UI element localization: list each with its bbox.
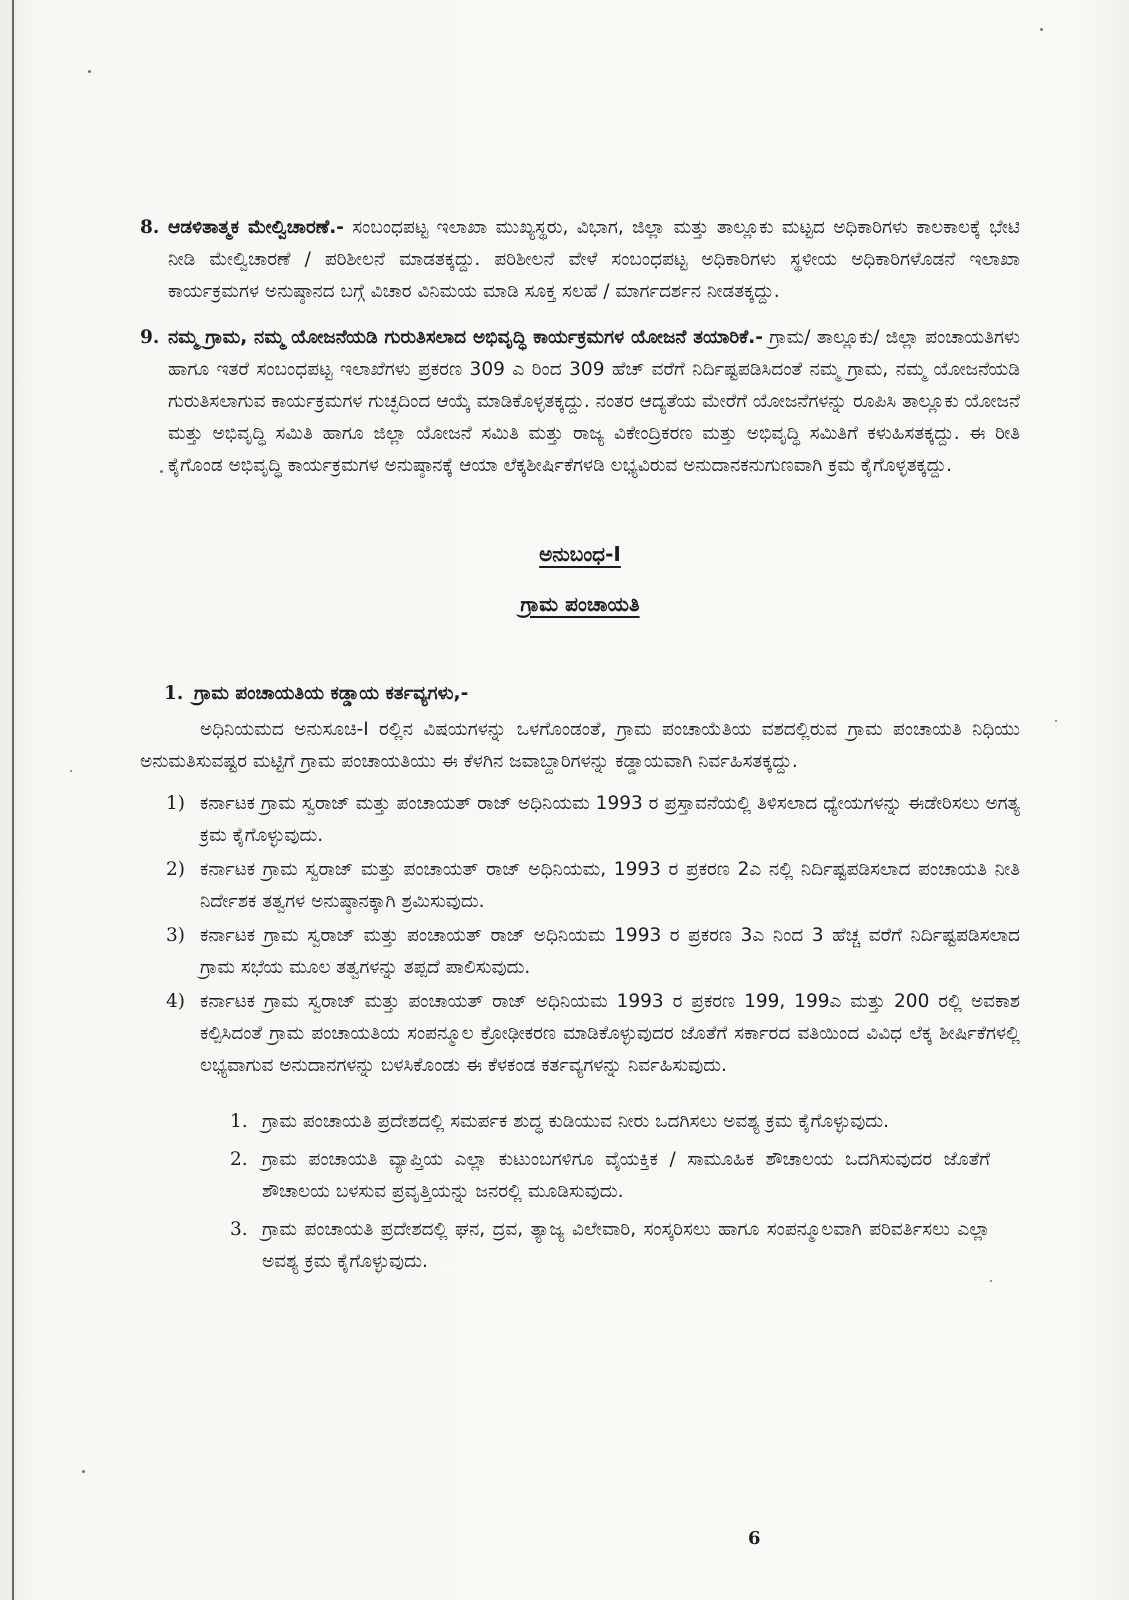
list-item-text: ಕರ್ನಾಟಕ ಗ್ರಾಮ ಸ್ವರಾಜ್ ಮತ್ತು ಪಂಚಾಯತ್ ರಾಜ್ ಅಧಿನಿಯಮ 1993 ರ ಪ್ರಕರಣ 3ಎ ನಿಂದ 3 ಹೆಚ್ಚ ವರೆಗೆ ನಿರ್ದಿಷ್ಟಪಡಿಸಲಾದ ಗ್ರಾಮ ಸಭೆಯ ಮೂಲ ತತ್ವಗಳನ್ನು ತಪ್ಪದೆ ಪಾಲಿಸುವುದು. <box>200 925 1020 978</box>
sublist-item-number: 2. <box>230 1149 248 1170</box>
list-item-number: 1) <box>166 793 185 814</box>
list-item-number: 3) <box>166 925 185 946</box>
sublist-item-number: 3. <box>230 1219 248 1240</box>
duties-heading <box>164 678 1020 710</box>
sublist-item-text: ಗ್ರಾಮ ಪಂಚಾಯತಿ ವ್ಯಾಪ್ತಿಯ ಎಲ್ಲಾ ಕುಟುಂಬಗಳಿಗೂ ವೈಯಕ್ತಿಕ / ಸಾಮೂಹಿಕ ಶೌಚಾಲಯ ಒದಗಿಸುವುದರ ಜೊತೆಗೆ ಶೌಚಾಲಯ ಬಳಸುವ ಪ್ರವೃತ್ತಿಯನ್ನು ಜನರಲ್ಲಿ ಮೂಡಿಸುವುದು. <box>262 1149 990 1202</box>
list-item-number: 4) <box>166 991 185 1012</box>
section-body: ಸಂಬಂಧಪಟ್ಟ ಇಲಾಖಾ ಮುಖ್ಯಸ್ಥರು, ವಿಭಾಗ, ಜಿಲ್ಲಾ ಮತ್ತು ತಾಲ್ಲೂಕು ಮಟ್ಟದ ಅಧಿಕಾರಿಗಳು ಕಾಲಕಾಲಕ್ಕೆ ಭೇಟಿ ನೀಡಿ ಮೇಲ್ವಿಚಾರಣೆ / ಪರಿಶೀಲನೆ ಮಾಡತಕ್ಕದ್ದು. ಪರಿಶೀಲನೆ ವೇಳೆ ಸಂಬಂಧಪಟ್ಟ ಅಧಿಕಾರಿಗಳು ಸ್ಥಳೀಯ ಅಧಿಕಾರಿಗಳೊಡನೆ ಇಲಾಖಾ ಕಾರ್ಯಕ್ರಮಗಳ ಅನುಷ್ಠಾನದ ಬಗ್ಗೆ ವಿಚಾರ ವಿನಿಮಯ ಮಾಡಿ ಸೂಕ್ತ ಸಲಹೆ / ಮಾರ್ಗದರ್ಶನ ನೀಡತಕ್ಕದ್ದು. <box>168 217 1020 302</box>
section-text <box>168 322 1020 482</box>
section-body: ಗ್ರಾಮ/ ತಾಲ್ಲೂಕು/ ಜಿಲ್ಲಾ ಪಂಚಾಯತಿಗಳು ಹಾಗೂ ಇತರೆ ಸಂಬಂಧಪಟ್ಟ ಇಲಾಖೆಗಳು ಪ್ರಕರಣ 309 ಎ ರಿಂದ 309 ಹೆಚ್ ವರೆಗೆ ನಿರ್ದಿಷ್ಟಪಡಿಸಿದಂತೆ ನಮ್ಮ ಗ್ರಾಮ, ನಮ್ಮ ಯೋಜನೆಯಡಿ ಗುರುತಿಸಲಾಗುವ ಕಾರ್ಯಕ್ರಮಗಳ ಗುಚ್ಛದಿಂದ ಆಯ್ಕೆ ಮಾಡಿಕೊಳ್ಳತಕ್ಕದ್ದು. ನಂತರ ಆದ್ಯತೆಯ ಮೇರೆಗೆ ಯೋಜನೆಗಳನ್ನು ರೂಪಿಸಿ ತಾಲ್ಲೂಕು ಯೋಜನೆ ಮತ್ತು ಅಭಿವೃದ್ಧಿ ಸಮಿತಿ ಹಾಗೂ ಜಿಲ್ಲಾ ಯೋಜನೆ ಸಮಿತಿ ಮತ್ತು ರಾಜ್ಯ ವಿಕೇಂದ್ರಿಕರಣ ಮತ್ತು ಅಭಿವೃದ್ಧಿ ಸಮಿತಿಗೆ ಕಳುಹಿಸತಕ್ಕದ್ದು. ಈ ರೀತಿ ಕೈಗೊಂಡ ಅಭಿವೃದ್ಧಿ ಕಾರ್ಯಕ್ರಮಗಳ ಅನುಷ್ಠಾನಕ್ಕೆ ಆಯಾ ಲೆಕ್ಕಶೀರ್ಷಿಕೆಗಳಡಿ ಲಭ್ಯವಿರುವ ಅನುದಾನಕನುಗುಣವಾಗಿ ಕ್ರಮ ಕೈಗೊಳ್ಳತಕ್ಕದ್ದು. <box>168 327 1020 476</box>
list-item <box>166 986 1020 1082</box>
list-item-number: 2) <box>166 859 185 880</box>
duties-sublist <box>140 1106 1020 1278</box>
annex-subtitle: ಗ್ರಾಮ ಪಂಚಾಯತಿ <box>520 592 640 616</box>
duties-number: 1. <box>164 683 184 704</box>
sublist-item-number: 1. <box>230 1111 248 1132</box>
duties-list <box>140 788 1020 1082</box>
annex-title: ಅನುಬಂಧ-I <box>539 542 621 566</box>
list-item <box>166 920 1020 984</box>
sublist-item <box>230 1106 990 1138</box>
section-heading: ಆಡಳಿತಾತ್ಮಕ ಮೇಲ್ವಿಚಾರಣೆ.- <box>168 217 344 238</box>
sublist-item-text: ಗ್ರಾಮ ಪಂಚಾಯತಿ ಪ್ರದೇಶದಲ್ಲಿ ಘನ, ದ್ರವ, ತ್ಯಾಜ್ಯ ವಿಲೇವಾರಿ, ಸಂಸ್ಕರಿಸಲು ಹಾಗೂ ಸಂಪನ್ಮೂಲವಾಗಿ ಪರಿವರ್ತಿಸಲು ಎಲ್ಲಾ ಅವಶ್ಯ ಕ್ರಮ ಕೈಗೊಳ್ಳುವುದು. <box>262 1219 990 1272</box>
list-item <box>166 854 1020 918</box>
list-item-text: ಕರ್ನಾಟಕ ಗ್ರಾಮ ಸ್ವರಾಜ್ ಮತ್ತು ಪಂಚಾಯತ್ ರಾಜ್ ಅಧಿನಿಯಮ 1993 ರ ಪ್ರಕರಣ 199, 199ಎ ಮತ್ತು 200 ರಲ್ಲಿ ಅವಕಾಶ ಕಲ್ಪಿಸಿದಂತೆ ಗ್ರಾಮ ಪಂಚಾಯತಿಯ ಸಂಪನ್ಮೂಲ ಕ್ರೋಢೀಕರಣ ಮಾಡಿಕೊಳ್ಳುವುದರ ಜೊತೆಗೆ ಸರ್ಕಾರದ ವತಿಯಿಂದ ವಿವಿಧ ಲೆಕ್ಕ ಶೀರ್ಷಿಕೆಗಳಲ್ಲಿ ಲಭ್ಯವಾಗುವ ಅನುದಾನಗಳನ್ನು ಬಳಸಿಕೊಂಡು ಈ ಕೆಳಕಂಡ ಕರ್ತವ್ಯಗಳನ್ನು ನಿರ್ವಹಿಸುವುದು. <box>200 991 1020 1076</box>
annex-header <box>140 538 1020 620</box>
section-8 <box>140 212 1020 308</box>
duties-title: ಗ್ರಾಮ ಪಂಚಾಯತಿಯ ಕಡ್ಡಾಯ ಕರ್ತವ್ಯಗಳು,- <box>194 683 469 704</box>
scan-speck <box>88 70 91 73</box>
sublist-item-text: ಗ್ರಾಮ ಪಂಚಾಯತಿ ಪ್ರದೇಶದಲ್ಲಿ ಸಮರ್ಪಕ ಶುದ್ಧ ಕುಡಿಯುವ ನೀರು ಒದಗಿಸಲು ಅವಶ್ಯ ಕ್ರಮ ಕೈಗೊಳ್ಳುವುದು. <box>262 1111 889 1132</box>
section-heading: ನಮ್ಮ ಗ್ರಾಮ, ನಮ್ಮ ಯೋಜನೆಯಡಿ ಗುರುತಿಸಲಾದ ಅಭಿವೃದ್ಧಿ ಕಾರ್ಯಕ್ರಮಗಳ ಯೋಜನೆ ತಯಾರಿಕೆ.- <box>168 327 763 348</box>
section-text <box>168 212 1020 308</box>
page-number: 6 <box>748 1528 761 1549</box>
sublist-item <box>230 1144 990 1208</box>
scan-speck <box>82 1470 85 1473</box>
document-body <box>140 212 1020 1284</box>
section-number: 8. <box>140 217 160 238</box>
sublist-item <box>230 1214 990 1278</box>
list-item-text: ಕರ್ನಾಟಕ ಗ್ರಾಮ ಸ್ವರಾಜ್ ಮತ್ತು ಪಂಚಾಯತ್ ರಾಜ್ ಅಧಿನಿಯಮ, 1993 ರ ಪ್ರಕರಣ 2ಎ ನಲ್ಲಿ ನಿರ್ದಿಷ್ಟಪಡಿಸಲಾದ ಪಂಚಾಯತಿ ನೀತಿ ನಿರ್ದೇಶಕ ತತ್ವಗಳ ಅನುಷ್ಠಾನಕ್ಕಾಗಿ ಶ್ರಮಿಸುವುದು. <box>200 859 1020 912</box>
scan-speck <box>1055 720 1057 722</box>
section-9 <box>140 322 1020 482</box>
list-item-text: ಕರ್ನಾಟಕ ಗ್ರಾಮ ಸ್ವರಾಜ್ ಮತ್ತು ಪಂಚಾಯತ್ ರಾಜ್ ಅಧಿನಿಯಮ 1993 ರ ಪ್ರಸ್ತಾವನೆಯಲ್ಲಿ ತಿಳಿಸಲಾದ ಧ್ಯೇಯಗಳನ್ನು ಈಡೇರಿಸಲು ಅಗತ್ಯ ಕ್ರಮ ಕೈಗೊಳ್ಳುವುದು. <box>200 793 1020 846</box>
scan-speck <box>1040 28 1043 31</box>
list-item <box>166 788 1020 852</box>
section-number: 9. <box>140 327 160 348</box>
binding-edge-line <box>12 0 14 1600</box>
scan-speck <box>70 770 72 772</box>
duties-intro: ಅಧಿನಿಯಮದ ಅನುಸೂಚಿ-I ರಲ್ಲಿನ ವಿಷಯಗಳನ್ನು ಒಳಗೊಂಡಂತೆ, ಗ್ರಾಮ ಪಂಚಾಯೆತಿಯ ವಶದಲ್ಲಿರುವ ಗ್ರಾಮ ಪಂಚಾಯತಿ ನಿಧಿಯು ಅನುಮತಿಸುವಷ್ಟರ ಮಟ್ಟಿಗೆ ಗ್ರಾಮ ಪಂಚಾಯತಿಯು ಈ ಕೆಳಗಿನ ಜವಾಬ್ದಾರಿಗಳನ್ನು ಕಡ್ಡಾಯವಾಗಿ ನಿರ್ವಹಿಸತಕ್ಕದ್ದು. <box>140 719 1020 772</box>
